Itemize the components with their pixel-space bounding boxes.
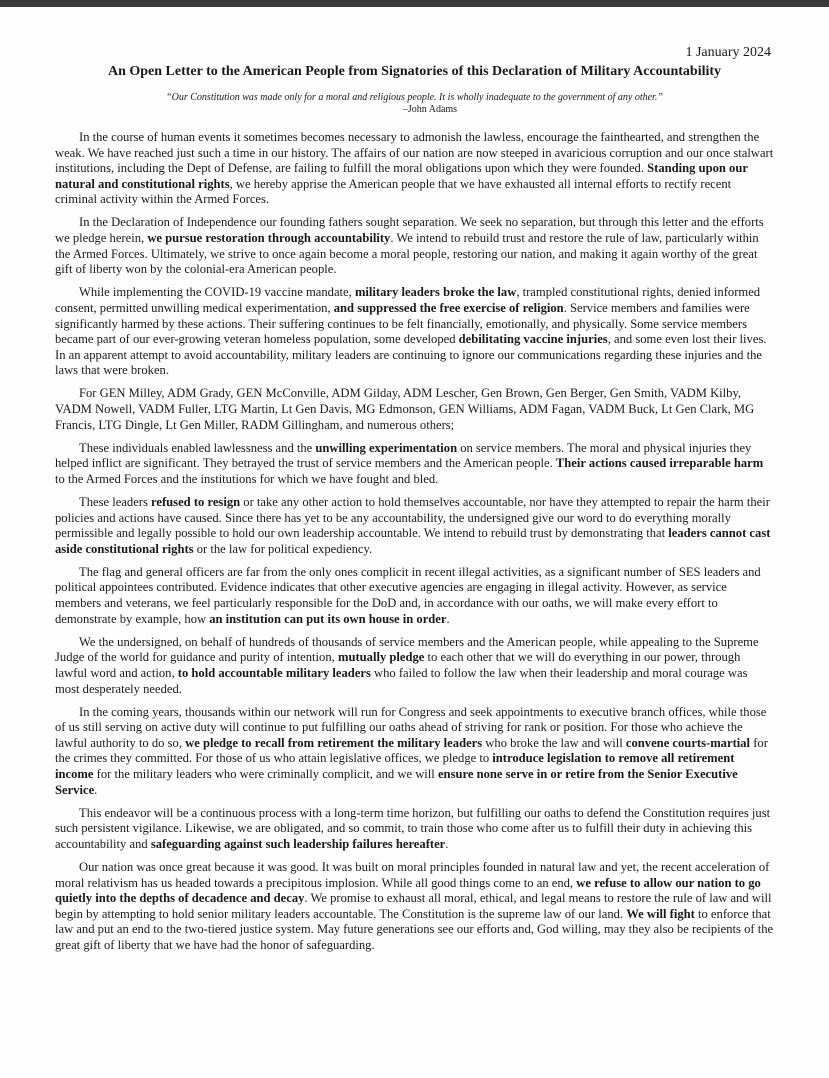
paragraph-text: . bbox=[94, 782, 98, 797]
emphasized-text: we refuse to allow our nation to go quietly into the depths of decadence and decay bbox=[55, 875, 761, 906]
emphasized-text: unwilling experimentation bbox=[315, 440, 458, 455]
emphasized-text: Their actions caused irreparable harm bbox=[555, 456, 764, 471]
emphasized-text: leaders cannot cast aside constitutional rights bbox=[55, 526, 771, 556]
window-top-bar bbox=[0, 0, 829, 7]
emphasized-text: We will fight bbox=[626, 906, 695, 921]
paragraph-text: In the course of human events it sometimes becomes necessary to admonish the lawless, encourage the fainthearted, and strengthen the weak. We have reached just such a time in our history. The affairs of our nation are now steeped in avaricious corruption and our once stalwart institutions, including the Dept of Defense, are failing to fulfill the moral obligations upon which they were founded. bbox=[55, 130, 774, 176]
paragraph-text: , and some even lost their lives. In an apparent attempt to avoid accountability, military leaders are continuing to ignore our communications regarding these injuries and the laws that were broken. bbox=[55, 332, 767, 378]
letter-page bbox=[0, 7, 829, 1078]
paragraph-text: For GEN Milley, ADM Grady, GEN McConville, ADM Gilday, ADM Lescher, Gen Brown, Gen Berger, Gen Smith, VADM Kilby, VADM Nowell, VADM Fuller, LTG Martin, Lt Gen Davis, MG Edmonson, GEN Williams, ADM Fagan, VADM Buck, Lt Gen Clark, MG Francis, LTG Dingle, Lt Gen Miller, RADM Gillingham, and numerous others; bbox=[55, 386, 755, 432]
emphasized-text: we pledge to recall from retirement the military leaders bbox=[185, 735, 483, 750]
paragraph-text: to enforce that law and put an end to the two-tiered justice system. May future generations see our efforts and, God willing, may they also be recipients of the great gift of liberty that we have had the honor of safeguarding. bbox=[55, 906, 774, 952]
emphasized-text: debilitating vaccine injuries bbox=[458, 332, 608, 347]
body-paragraph bbox=[55, 565, 775, 627]
body-paragraph bbox=[55, 806, 775, 853]
body-paragraph bbox=[55, 215, 775, 277]
paragraph-text: . Service members and families were significantly harmed by these actions. Their suffering continues to be felt financially, emotionally, and physically. Some service members became part of our ever-growing veteran homeless population, some developed bbox=[55, 300, 750, 347]
paragraph-text: or take any other action to hold themselves accountable, nor have they attempted to repair the harm their policies and actions have caused. Since there has yet to be any accountability, the undersigned give our word to do everything morally permissible and legally possible to hold our own leadership accountable. We intend to rebuild trust by demonstrating that bbox=[55, 494, 770, 541]
paragraph-text: Our nation was once great because it was good. It was built on moral principles founded in natural law and yet, the recent acceleration of moral relativism has us headed towards a precipitous implosion. While all good things come to an end, bbox=[55, 859, 770, 890]
emphasized-text: ensure none serve in or retire from the Senior Executive Service bbox=[55, 766, 738, 797]
paragraph-text: In the Declaration of Independence our founding fathers sought separation. We seek no separation, but through this letter and the efforts we pledge herein, bbox=[55, 215, 764, 246]
letter-title: An Open Letter to the American People from Signatories of this Declaration of Military Accountability bbox=[107, 64, 722, 79]
paragraph-text: to the Armed Forces and the institutions for which we have fought and bled. bbox=[55, 471, 439, 486]
paragraph-text: on service members. The moral and physical injuries they helped inflict are significant. They betrayed the trust of service members and the American people. bbox=[55, 440, 752, 471]
paragraph-text: , we hereby apprise the American people that we have exhausted all internal efforts to rectify recent criminal activity within the Armed Forces. bbox=[55, 176, 732, 207]
body-paragraph bbox=[55, 860, 775, 954]
body-paragraph bbox=[55, 705, 775, 799]
paragraph-text: In the coming years, thousands within our network will run for Congress and seek appointments to executive branch offices, while those of us still serving on active duty will continue to put fulfilling our oaths ahead of striving for rank or position. For those who achieve the lawful authority to do so, bbox=[55, 704, 767, 750]
paragraph-text: We the undersigned, on behalf of hundreds of thousands of service members and the American people, while appealing to the Supreme Judge of the world for guidance and purity of intention, bbox=[55, 634, 759, 665]
body-paragraph bbox=[55, 441, 775, 488]
emphasized-text: and suppressed the free exercise of religion bbox=[333, 300, 564, 315]
body-paragraph bbox=[55, 635, 775, 697]
emphasized-text: Standing upon our natural and constitutional rights bbox=[55, 161, 748, 191]
paragraph-text: . bbox=[445, 836, 449, 851]
body-paragraph bbox=[55, 386, 775, 433]
paragraph-text: to each other that we will do everything in our power, through lawful word and action, bbox=[55, 650, 741, 680]
letter-body bbox=[55, 130, 775, 961]
epigraph-attribution: –John Adams bbox=[402, 104, 458, 115]
paragraph-text: or the law for political expediency. bbox=[193, 541, 373, 556]
paragraph-text: for the military leaders who were criminally complicit, and we will bbox=[93, 766, 438, 781]
paragraph-text: , trampled constitutional rights, denied informed consent, permitted unwilling medical experimentation, bbox=[55, 285, 761, 315]
paragraph-text: These individuals enabled lawlessness and the bbox=[79, 440, 316, 455]
emphasized-text: refused to resign bbox=[151, 494, 241, 509]
emphasized-text: mutually pledge bbox=[337, 650, 425, 665]
emphasized-text: convene courts-martial bbox=[625, 735, 751, 750]
body-paragraph bbox=[55, 130, 775, 208]
emphasized-text: an institution can put its own house in order bbox=[209, 611, 447, 626]
paragraph-text: . We intend to rebuild trust and restore the rule of law, particularly within the Armed Forces. Ultimately, we strive to once again become a moral people, restoring our nation, and making it again worthy of the great gift of liberty won by the colonial-era American people. bbox=[55, 231, 759, 277]
paragraph-text: . bbox=[446, 611, 450, 626]
paragraph-text: . We promise to exhaust all moral, ethical, and legal means to restore the rule of law and will begin by attempting to hold senior military leaders accountable. The Constitution is the supreme law of our land. bbox=[55, 891, 772, 921]
body-paragraph bbox=[55, 285, 775, 379]
letter-date: 1 January 2024 bbox=[685, 45, 771, 60]
emphasized-text: safeguarding against such leadership failures hereafter bbox=[150, 836, 446, 851]
epigraph-quote: “Our Constitution was made only for a moral and religious people. It is wholly inadequate to the government of any other.” bbox=[166, 92, 663, 103]
emphasized-text: introduce legislation to remove all retirement income bbox=[55, 751, 735, 781]
emphasized-text: military leaders broke the law bbox=[354, 285, 517, 300]
paragraph-text: who failed to follow the law when their leadership and moral courage was most desperately needed. bbox=[55, 665, 748, 696]
body-paragraph bbox=[55, 495, 775, 557]
paragraph-text: who broke the law and will bbox=[482, 735, 626, 750]
paragraph-text: This endeavor will be a continuous process with a long-term time horizon, but fulfilling our oaths to defend the Constitution requires just such persistent vigilance. Likewise, we are obligated, and so commit, to train those who come after us to fulfill their duty in achieving this accountability and bbox=[55, 805, 771, 851]
paragraph-text: for the crimes they committed. For those of us who attain legislative offices, we pledge to bbox=[55, 735, 768, 766]
emphasized-text: to hold accountable military leaders bbox=[177, 665, 371, 680]
paragraph-text: While implementing the COVID-19 vaccine mandate, bbox=[79, 285, 355, 300]
paragraph-text: These leaders bbox=[79, 494, 152, 509]
paragraph-text: The flag and general officers are far from the only ones complicit in recent illegal activities, as a significant number of SES leaders and political appointees contributed. Evidence indicates that other executive agencies are engaging in illegal activity. However, as service members and veterans, we feel particularly responsible for the DoD and, in accordance with our oaths, we will make every effort to demonstrate by example, how bbox=[55, 564, 761, 626]
emphasized-text: we pursue restoration through accountability bbox=[147, 231, 391, 246]
